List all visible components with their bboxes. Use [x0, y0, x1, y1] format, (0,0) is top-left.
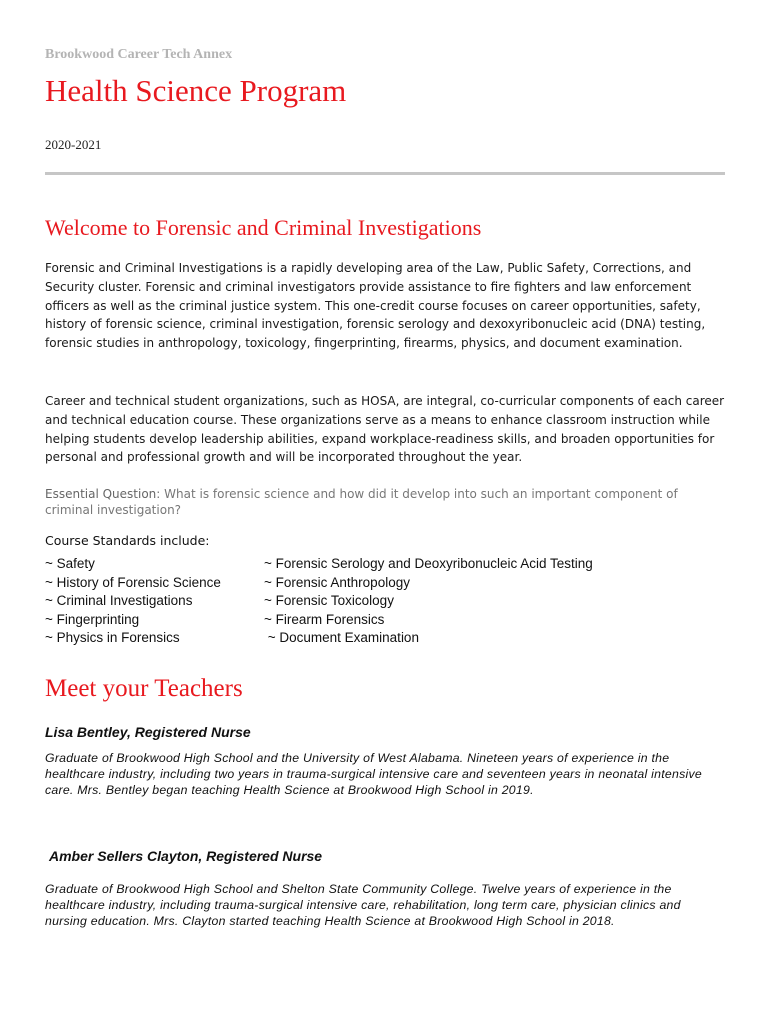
- school-name: Brookwood Career Tech Annex: [45, 47, 233, 62]
- standard-item: ~ Forensic Toxicology: [264, 593, 394, 609]
- essential-question-text: : What is forensic science and how did it develop into such an important component of criminal investigation?: [45, 487, 678, 517]
- intro-paragraph: Forensic and Criminal Investigations is a rapidly developing area of the Law, Public Safety, Corrections, and Security cluster. Forensic and criminal investigators provide assistance to fire fighters and law enforcement officers as well as the criminal justice system. This one-credit course focuses on career opportunities, safety, history of forensic science, criminal investigation, forensic serology and dexoxyribonucleic acid (DNA) testing, forensic studies in anthropology, toxicology, fingerprinting, firearms, physics, and document examination.: [45, 261, 706, 351]
- standard-item: ~ Forensic Serology and Deoxyribonucleic Acid Testing: [264, 556, 593, 571]
- page-title: Health Science Program: [45, 73, 347, 108]
- welcome-heading: Welcome to Forensic and Criminal Investigations: [45, 215, 482, 240]
- course-standards-label: Course Standards include:: [45, 533, 210, 548]
- standard-item: ~ Fingerprinting: [45, 611, 140, 627]
- essential-question: [45, 486, 725, 518]
- standard-item: ~ Forensic Anthropology: [264, 574, 410, 590]
- standards-list-left: [45, 555, 221, 648]
- teacher-bio-clayton: Graduate of Brookwood High School and Shelton State Community College. Twelve years of experience in the healthcare industry, including trauma-surgical intensive care, rehabilitation, long term care, physician clinics and nursing education. Mrs. Clayton started teaching Health Science at Brookwood High School in 2018.: [45, 882, 681, 929]
- standard-item: ~ Document Examination: [264, 630, 419, 646]
- standard-item: ~ Physics in Forensics: [45, 630, 180, 646]
- standard-item: ~ Criminal Investigations: [45, 593, 193, 609]
- essential-question-label: Essential Question: [45, 487, 157, 501]
- teacher-name-clayton: Amber Sellers Clayton, Registered Nurse: [49, 848, 323, 864]
- standards-list-right: [264, 555, 593, 648]
- standard-item: ~ Safety: [45, 556, 95, 571]
- standard-item: ~ Firearm Forensics: [264, 611, 385, 627]
- header-divider: [45, 172, 725, 175]
- teacher-name-bentley: Lisa Bentley, Registered Nurse: [45, 724, 251, 740]
- standard-item: ~ History of Forensic Science: [45, 574, 221, 590]
- school-year: 2020-2021: [45, 137, 102, 152]
- teachers-heading: Meet your Teachers: [45, 675, 243, 702]
- teacher-bio-bentley: Graduate of Brookwood High School and the University of West Alabama. Nineteen years of experience in the healthcare industry, including two years in trauma-surgical intensive care and seventeen years in neonatal intensive care. Mrs. Bentley began teaching Health Science at Brookwood High School in 2019.: [45, 751, 702, 798]
- cte-organizations-paragraph: Career and technical student organizations, such as HOSA, are integral, co-curricular components of each career and technical education course. These organizations serve as a means to enhance classroom instruction while helping students develop leadership abilities, expand workplace-readiness skills, and broaden opportunities for personal and professional growth and will be incorporated throughout the year.: [45, 394, 725, 465]
